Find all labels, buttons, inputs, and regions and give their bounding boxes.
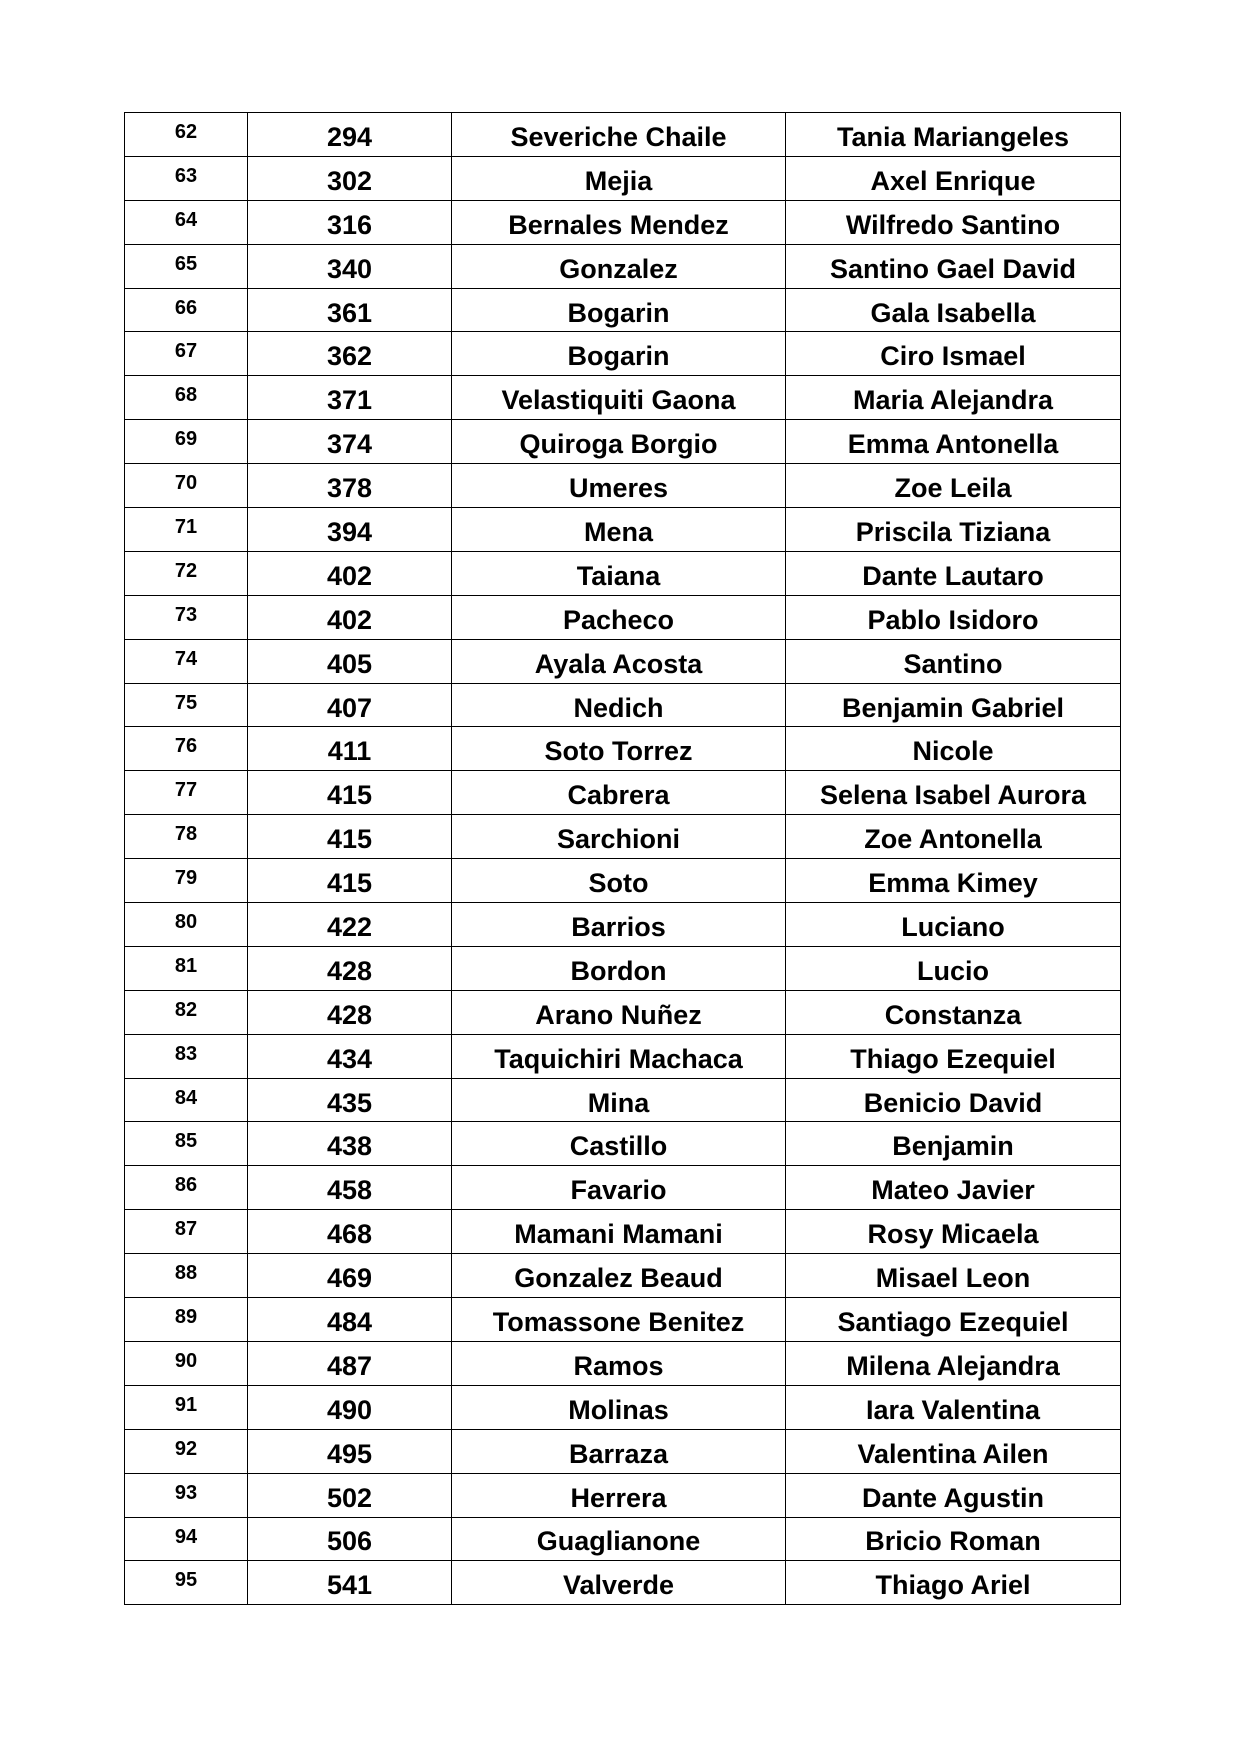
given-names-cell: Tania Mariangeles (786, 113, 1121, 157)
student-number-cell: 415 (248, 771, 452, 815)
student-number-cell: 374 (248, 420, 452, 464)
surname-cell: Soto Torrez (452, 727, 786, 771)
table-row (125, 903, 1121, 947)
table-row (125, 420, 1121, 464)
table-row (125, 156, 1121, 200)
student-number-cell: 490 (248, 1385, 452, 1429)
student-number-cell: 407 (248, 683, 452, 727)
given-names-cell: Priscila Tiziana (786, 508, 1121, 552)
row-index-cell: 79 (125, 859, 248, 903)
given-names-cell: Dante Lautaro (786, 551, 1121, 595)
surname-cell: Ayala Acosta (452, 639, 786, 683)
table-row (125, 1385, 1121, 1429)
table-row (125, 244, 1121, 288)
given-names-cell: Pablo Isidoro (786, 595, 1121, 639)
row-index-cell: 77 (125, 771, 248, 815)
student-number-cell: 502 (248, 1473, 452, 1517)
table-row (125, 683, 1121, 727)
row-index-cell: 82 (125, 990, 248, 1034)
given-names-cell: Santiago Ezequiel (786, 1298, 1121, 1342)
table-row (125, 1034, 1121, 1078)
student-number-cell: 495 (248, 1429, 452, 1473)
roster-table-body (125, 113, 1121, 1605)
given-names-cell: Bricio Roman (786, 1517, 1121, 1561)
row-index-cell: 89 (125, 1298, 248, 1342)
table-row (125, 1298, 1121, 1342)
table-row (125, 595, 1121, 639)
surname-cell: Bordon (452, 946, 786, 990)
surname-cell: Severiche Chaile (452, 113, 786, 157)
student-number-cell: 411 (248, 727, 452, 771)
surname-cell: Guaglianone (452, 1517, 786, 1561)
row-index-cell: 72 (125, 551, 248, 595)
student-number-cell: 362 (248, 332, 452, 376)
surname-cell: Bogarin (452, 332, 786, 376)
given-names-cell: Selena Isabel Aurora (786, 771, 1121, 815)
given-names-cell: Emma Antonella (786, 420, 1121, 464)
student-number-cell: 428 (248, 946, 452, 990)
student-number-cell: 434 (248, 1034, 452, 1078)
given-names-cell: Valentina Ailen (786, 1429, 1121, 1473)
row-index-cell: 75 (125, 683, 248, 727)
table-row (125, 1341, 1121, 1385)
row-index-cell: 65 (125, 244, 248, 288)
given-names-cell: Constanza (786, 990, 1121, 1034)
row-index-cell: 68 (125, 376, 248, 420)
table-row (125, 1254, 1121, 1298)
row-index-cell: 71 (125, 508, 248, 552)
surname-cell: Taiana (452, 551, 786, 595)
given-names-cell: Milena Alejandra (786, 1341, 1121, 1385)
student-number-cell: 302 (248, 156, 452, 200)
given-names-cell: Benjamin Gabriel (786, 683, 1121, 727)
student-number-cell: 316 (248, 200, 452, 244)
row-index-cell: 69 (125, 420, 248, 464)
student-number-cell: 438 (248, 1122, 452, 1166)
surname-cell: Molinas (452, 1385, 786, 1429)
row-index-cell: 84 (125, 1078, 248, 1122)
surname-cell: Favario (452, 1166, 786, 1210)
surname-cell: Castillo (452, 1122, 786, 1166)
row-index-cell: 86 (125, 1166, 248, 1210)
given-names-cell: Gala Isabella (786, 288, 1121, 332)
table-row (125, 771, 1121, 815)
surname-cell: Soto (452, 859, 786, 903)
row-index-cell: 64 (125, 200, 248, 244)
surname-cell: Mena (452, 508, 786, 552)
student-number-cell: 394 (248, 508, 452, 552)
table-row (125, 288, 1121, 332)
row-index-cell: 73 (125, 595, 248, 639)
row-index-cell: 88 (125, 1254, 248, 1298)
table-row (125, 1210, 1121, 1254)
surname-cell: Bogarin (452, 288, 786, 332)
surname-cell: Valverde (452, 1561, 786, 1605)
given-names-cell: Misael Leon (786, 1254, 1121, 1298)
student-number-cell: 422 (248, 903, 452, 947)
given-names-cell: Thiago Ezequiel (786, 1034, 1121, 1078)
table-row (125, 508, 1121, 552)
table-row (125, 990, 1121, 1034)
surname-cell: Mina (452, 1078, 786, 1122)
surname-cell: Mamani Mamani (452, 1210, 786, 1254)
given-names-cell: Emma Kimey (786, 859, 1121, 903)
row-index-cell: 74 (125, 639, 248, 683)
row-index-cell: 76 (125, 727, 248, 771)
surname-cell: Pacheco (452, 595, 786, 639)
surname-cell: Barrios (452, 903, 786, 947)
table-row (125, 1078, 1121, 1122)
row-index-cell: 67 (125, 332, 248, 376)
table-row (125, 1473, 1121, 1517)
table-row (125, 1166, 1121, 1210)
given-names-cell: Axel Enrique (786, 156, 1121, 200)
row-index-cell: 83 (125, 1034, 248, 1078)
student-number-cell: 469 (248, 1254, 452, 1298)
given-names-cell: Zoe Leila (786, 464, 1121, 508)
surname-cell: Herrera (452, 1473, 786, 1517)
row-index-cell: 63 (125, 156, 248, 200)
student-number-cell: 506 (248, 1517, 452, 1561)
table-row (125, 946, 1121, 990)
surname-cell: Quiroga Borgio (452, 420, 786, 464)
row-index-cell: 62 (125, 113, 248, 157)
roster-table (124, 112, 1121, 1605)
table-row (125, 815, 1121, 859)
given-names-cell: Benjamin (786, 1122, 1121, 1166)
student-number-cell: 371 (248, 376, 452, 420)
student-number-cell: 458 (248, 1166, 452, 1210)
table-row (125, 639, 1121, 683)
row-index-cell: 95 (125, 1561, 248, 1605)
table-row (125, 332, 1121, 376)
surname-cell: Cabrera (452, 771, 786, 815)
student-number-cell: 340 (248, 244, 452, 288)
table-row (125, 859, 1121, 903)
given-names-cell: Iara Valentina (786, 1385, 1121, 1429)
student-number-cell: 378 (248, 464, 452, 508)
student-number-cell: 435 (248, 1078, 452, 1122)
surname-cell: Taquichiri Machaca (452, 1034, 786, 1078)
row-index-cell: 78 (125, 815, 248, 859)
row-index-cell: 70 (125, 464, 248, 508)
student-number-cell: 541 (248, 1561, 452, 1605)
given-names-cell: Luciano (786, 903, 1121, 947)
surname-cell: Bernales Mendez (452, 200, 786, 244)
given-names-cell: Zoe Antonella (786, 815, 1121, 859)
row-index-cell: 92 (125, 1429, 248, 1473)
surname-cell: Umeres (452, 464, 786, 508)
row-index-cell: 85 (125, 1122, 248, 1166)
row-index-cell: 94 (125, 1517, 248, 1561)
given-names-cell: Lucio (786, 946, 1121, 990)
student-number-cell: 428 (248, 990, 452, 1034)
table-row (125, 376, 1121, 420)
given-names-cell: Rosy Micaela (786, 1210, 1121, 1254)
row-index-cell: 66 (125, 288, 248, 332)
surname-cell: Arano Nuñez (452, 990, 786, 1034)
surname-cell: Tomassone Benitez (452, 1298, 786, 1342)
row-index-cell: 81 (125, 946, 248, 990)
given-names-cell: Benicio David (786, 1078, 1121, 1122)
row-index-cell: 80 (125, 903, 248, 947)
student-number-cell: 402 (248, 595, 452, 639)
student-number-cell: 361 (248, 288, 452, 332)
row-index-cell: 91 (125, 1385, 248, 1429)
student-number-cell: 415 (248, 859, 452, 903)
surname-cell: Gonzalez Beaud (452, 1254, 786, 1298)
table-row (125, 1517, 1121, 1561)
table-row (125, 551, 1121, 595)
table-row (125, 1429, 1121, 1473)
surname-cell: Barraza (452, 1429, 786, 1473)
table-row (125, 1122, 1121, 1166)
given-names-cell: Thiago Ariel (786, 1561, 1121, 1605)
surname-cell: Sarchioni (452, 815, 786, 859)
given-names-cell: Nicole (786, 727, 1121, 771)
given-names-cell: Santino Gael David (786, 244, 1121, 288)
surname-cell: Velastiquiti Gaona (452, 376, 786, 420)
given-names-cell: Mateo Javier (786, 1166, 1121, 1210)
given-names-cell: Dante Agustin (786, 1473, 1121, 1517)
student-number-cell: 402 (248, 551, 452, 595)
table-row (125, 464, 1121, 508)
surname-cell: Ramos (452, 1341, 786, 1385)
table-row (125, 200, 1121, 244)
student-number-cell: 484 (248, 1298, 452, 1342)
row-index-cell: 90 (125, 1341, 248, 1385)
student-number-cell: 405 (248, 639, 452, 683)
student-number-cell: 468 (248, 1210, 452, 1254)
surname-cell: Mejia (452, 156, 786, 200)
surname-cell: Gonzalez (452, 244, 786, 288)
student-number-cell: 487 (248, 1341, 452, 1385)
given-names-cell: Ciro Ismael (786, 332, 1121, 376)
surname-cell: Nedich (452, 683, 786, 727)
document-page (124, 112, 1120, 1605)
row-index-cell: 93 (125, 1473, 248, 1517)
student-number-cell: 415 (248, 815, 452, 859)
given-names-cell: Wilfredo Santino (786, 200, 1121, 244)
student-number-cell: 294 (248, 113, 452, 157)
table-row (125, 727, 1121, 771)
table-row (125, 1561, 1121, 1605)
table-row (125, 113, 1121, 157)
row-index-cell: 87 (125, 1210, 248, 1254)
given-names-cell: Maria Alejandra (786, 376, 1121, 420)
given-names-cell: Santino (786, 639, 1121, 683)
